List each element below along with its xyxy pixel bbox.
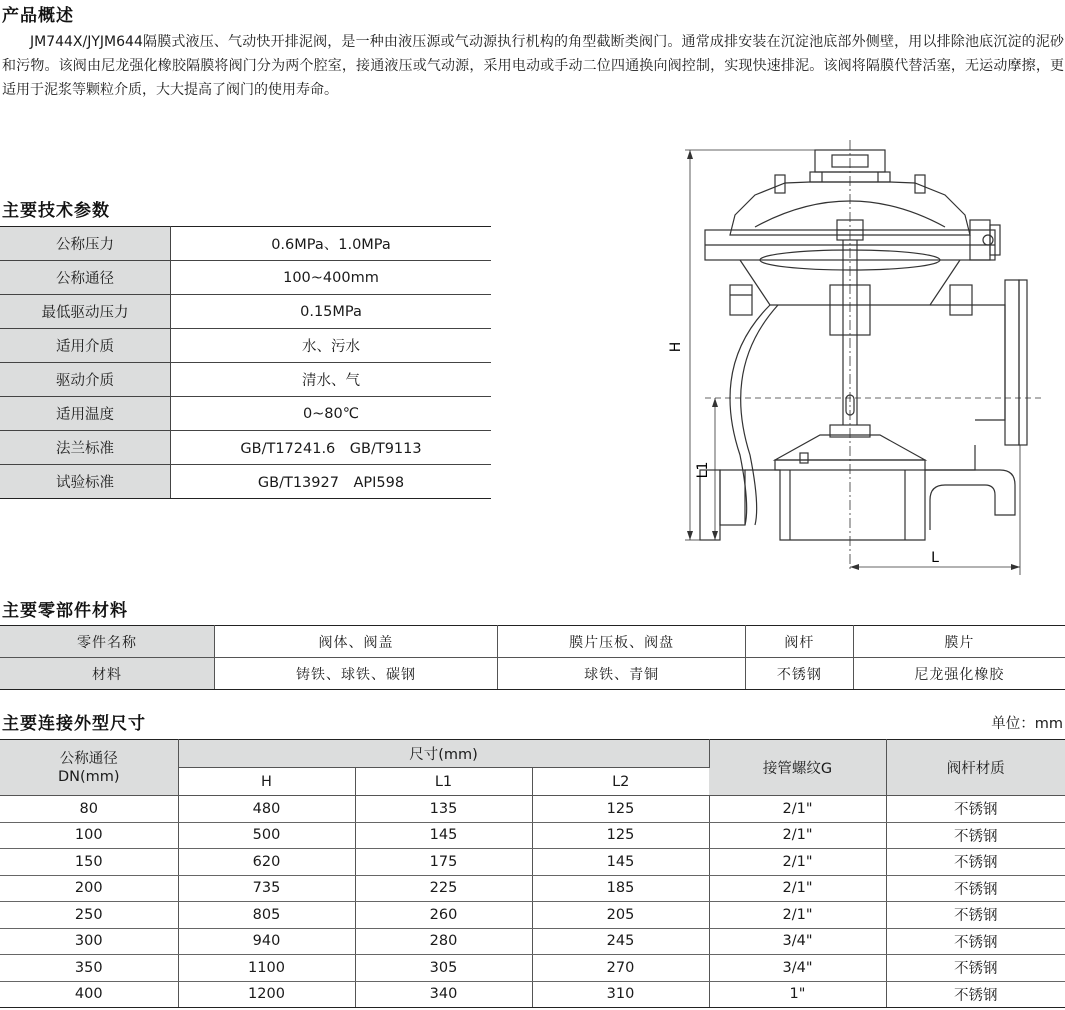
material-value: 球铁、青铜 bbox=[498, 658, 746, 690]
cell-dn: 80 bbox=[0, 796, 178, 823]
material-value: 尼龙强化橡胶 bbox=[853, 658, 1065, 690]
cell-h: 805 bbox=[178, 902, 355, 929]
spec-label: 公称压力 bbox=[0, 227, 171, 261]
cell-h: 620 bbox=[178, 849, 355, 876]
spec-value: 清水、气 bbox=[171, 363, 492, 397]
cell-dn: 150 bbox=[0, 849, 178, 876]
specs-table bbox=[0, 226, 491, 499]
cell-l2: 245 bbox=[532, 928, 709, 955]
table-row bbox=[0, 902, 1065, 929]
cell-stem: 不锈钢 bbox=[886, 822, 1065, 849]
cell-thread: 2/1" bbox=[709, 902, 886, 929]
table-row bbox=[0, 796, 1065, 823]
table-row bbox=[0, 981, 1065, 1008]
overview-text-content: JM744X/JYJM644隔膜式液压、气动快开排泥阀，是一种由液压源或气动源执行机构的角型截断类阀门。通常成排安装在沉淀池底部外侧壁，用以排除池底沉淀的泥砂和污物。该阀由尼龙强化橡胶隔膜将阀门分为两个腔室，接通液压或气动源，采用电动或手动二位四通换向阀控制，实现快速排泥。该阀将隔膜代替活塞，无运动摩擦，更适用于泥浆等颗粒介质，大大提高了阀门的使用寿命。 bbox=[2, 34, 1064, 98]
materials-table bbox=[0, 625, 1065, 690]
cell-h: 735 bbox=[178, 875, 355, 902]
overview-title: 产品概述 bbox=[2, 6, 74, 26]
cell-h: 940 bbox=[178, 928, 355, 955]
part-name: 膜片压板、阀盘 bbox=[498, 626, 746, 658]
label-l: L bbox=[931, 550, 939, 566]
cell-dn: 100 bbox=[0, 822, 178, 849]
cell-thread: 2/1" bbox=[709, 849, 886, 876]
cell-stem: 不锈钢 bbox=[886, 955, 1065, 982]
cell-l1: 145 bbox=[355, 822, 532, 849]
cell-l1: 225 bbox=[355, 875, 532, 902]
cell-dn: 300 bbox=[0, 928, 178, 955]
cell-stem: 不锈钢 bbox=[886, 981, 1065, 1008]
cell-l1: 305 bbox=[355, 955, 532, 982]
valve-drawing bbox=[670, 135, 1055, 580]
cell-h: 1200 bbox=[178, 981, 355, 1008]
cell-stem: 不锈钢 bbox=[886, 849, 1065, 876]
cell-l2: 145 bbox=[532, 849, 709, 876]
cell-l2: 125 bbox=[532, 822, 709, 849]
table-row bbox=[0, 431, 491, 465]
cell-stem: 不锈钢 bbox=[886, 875, 1065, 902]
col-dn: 公称通径 DN(mm) bbox=[0, 740, 178, 796]
col-l2: L2 bbox=[532, 768, 709, 796]
spec-value: GB/T17241.6 GB/T9113 bbox=[171, 431, 492, 465]
spec-value: 0~80℃ bbox=[171, 397, 492, 431]
cell-thread: 2/1" bbox=[709, 822, 886, 849]
table-row bbox=[0, 465, 491, 499]
part-name: 阀杆 bbox=[746, 626, 854, 658]
overview-text bbox=[2, 30, 1064, 102]
table-row bbox=[0, 626, 1065, 658]
spec-label: 适用温度 bbox=[0, 397, 171, 431]
col-thread: 接管螺纹G bbox=[709, 740, 886, 796]
cell-stem: 不锈钢 bbox=[886, 796, 1065, 823]
parts-header-label: 零件名称 bbox=[0, 626, 215, 658]
cell-stem: 不锈钢 bbox=[886, 928, 1065, 955]
table-row bbox=[0, 397, 491, 431]
header-row bbox=[0, 740, 1065, 768]
spec-value: 0.6MPa、1.0MPa bbox=[171, 227, 492, 261]
table-row bbox=[0, 227, 491, 261]
label-h: H bbox=[668, 341, 684, 353]
cell-dn: 200 bbox=[0, 875, 178, 902]
table-row bbox=[0, 363, 491, 397]
cell-l2: 270 bbox=[532, 955, 709, 982]
cell-l2: 125 bbox=[532, 796, 709, 823]
cell-l1: 340 bbox=[355, 981, 532, 1008]
table-row bbox=[0, 295, 491, 329]
col-stem: 阀杆材质 bbox=[886, 740, 1065, 796]
cell-l1: 260 bbox=[355, 902, 532, 929]
material-value: 铸铁、球铁、碳钢 bbox=[215, 658, 498, 690]
spec-label: 适用介质 bbox=[0, 329, 171, 363]
table-row bbox=[0, 658, 1065, 690]
cell-thread: 1" bbox=[709, 981, 886, 1008]
col-size: 尺寸(mm) bbox=[178, 740, 709, 768]
table-row bbox=[0, 329, 491, 363]
cell-l1: 135 bbox=[355, 796, 532, 823]
cell-l2: 185 bbox=[532, 875, 709, 902]
dimensions-title: 主要连接外型尺寸 bbox=[2, 714, 146, 734]
cell-dn: 350 bbox=[0, 955, 178, 982]
col-l1: L1 bbox=[355, 768, 532, 796]
cell-thread: 2/1" bbox=[709, 875, 886, 902]
spec-label: 公称通径 bbox=[0, 261, 171, 295]
cell-h: 480 bbox=[178, 796, 355, 823]
spec-value: 0.15MPa bbox=[171, 295, 492, 329]
spec-label: 试验标准 bbox=[0, 465, 171, 499]
cell-l1: 280 bbox=[355, 928, 532, 955]
cell-h: 1100 bbox=[178, 955, 355, 982]
spec-label: 法兰标准 bbox=[0, 431, 171, 465]
cell-thread: 2/1" bbox=[709, 796, 886, 823]
cell-l2: 310 bbox=[532, 981, 709, 1008]
cell-l1: 175 bbox=[355, 849, 532, 876]
materials-title: 主要零部件材料 bbox=[2, 601, 128, 621]
cell-dn: 250 bbox=[0, 902, 178, 929]
spec-value: 水、污水 bbox=[171, 329, 492, 363]
cell-h: 500 bbox=[178, 822, 355, 849]
material-value: 不锈钢 bbox=[746, 658, 854, 690]
cell-thread: 3/4" bbox=[709, 928, 886, 955]
table-row bbox=[0, 822, 1065, 849]
table-row bbox=[0, 875, 1065, 902]
label-l1: L1 bbox=[695, 461, 711, 479]
table-row bbox=[0, 849, 1065, 876]
unit-label: 单位：mm bbox=[991, 716, 1063, 732]
dimensions-table bbox=[0, 739, 1065, 1008]
spec-value: GB/T13927 API598 bbox=[171, 465, 492, 499]
cell-stem: 不锈钢 bbox=[886, 902, 1065, 929]
cell-l2: 205 bbox=[532, 902, 709, 929]
spec-label: 驱动介质 bbox=[0, 363, 171, 397]
spec-value: 100~400mm bbox=[171, 261, 492, 295]
specs-title: 主要技术参数 bbox=[2, 201, 110, 221]
part-name: 阀体、阀盖 bbox=[215, 626, 498, 658]
table-row bbox=[0, 955, 1065, 982]
table-row bbox=[0, 928, 1065, 955]
spec-label: 最低驱动压力 bbox=[0, 295, 171, 329]
part-name: 膜片 bbox=[853, 626, 1065, 658]
cell-dn: 400 bbox=[0, 981, 178, 1008]
table-row bbox=[0, 261, 491, 295]
material-header-label: 材料 bbox=[0, 658, 215, 690]
cell-thread: 3/4" bbox=[709, 955, 886, 982]
col-h: H bbox=[178, 768, 355, 796]
